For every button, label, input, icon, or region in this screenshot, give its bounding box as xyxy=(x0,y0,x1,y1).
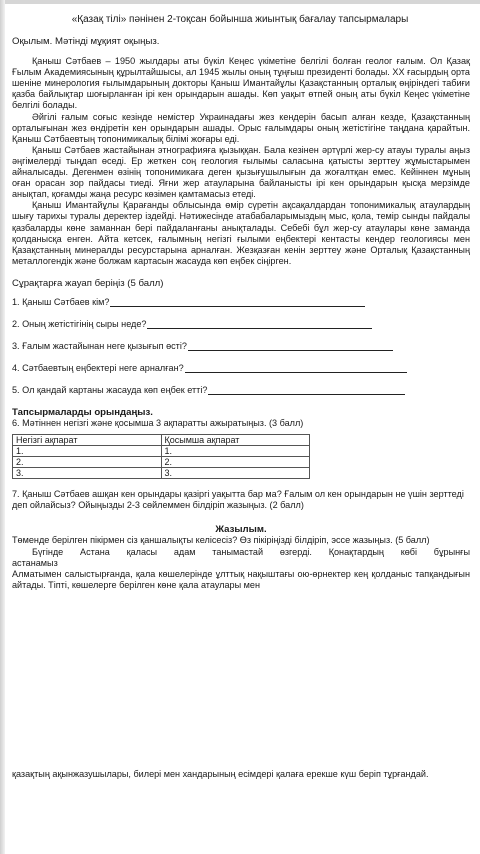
question-1 xyxy=(12,297,470,308)
tasks-heading: Тапсырмаларды орындаңыз. xyxy=(12,406,153,418)
table-cell[interactable]: 3. xyxy=(161,468,310,479)
questions-title: Сұрақтарға жауап беріңіз (5 балл) xyxy=(12,277,164,289)
table-cell[interactable]: 2. xyxy=(13,457,162,468)
question-text: 1. Қаныш Сәтбаев кім? xyxy=(12,296,110,307)
answer-line[interactable] xyxy=(185,363,407,373)
worksheet-content xyxy=(12,36,470,591)
answer-line[interactable] xyxy=(110,297,365,307)
question-4 xyxy=(12,363,470,374)
essay-prompt-rest: Алматымен салыстырғанда, қала көшелерінде ұлттық нақыштағы ою-өрнектер кең қолданыс тапқандығын айтады. Тіпті, көшелерге берілген көне қала атаулары мен xyxy=(12,568,470,590)
table-cell[interactable]: 3. xyxy=(13,468,162,479)
task-7: 7. Қаныш Сәтбаев ашқан кен орындары қазіргі уақытта бар ма? Ғалым ол кен орындарын не үшін зерттеді деп ойлайсыз? Ойыңызды 2-3 сөйлеммен білдіріп жазыңыз. (2 балл) xyxy=(12,489,464,511)
info-table xyxy=(12,434,310,479)
question-5 xyxy=(12,385,470,396)
answer-line[interactable] xyxy=(208,385,405,395)
question-2 xyxy=(12,319,470,330)
question-text: 4. Сәтбаевтың еңбектері неге арналған? xyxy=(12,362,184,373)
worksheet-header: «Қазақ тілі» пәнінен 2-тоқсан бойынша жиынтық бағалау тапсырмалары xyxy=(71,14,409,25)
task-6: 6. Мәтіннен негізгі және қосымша 3 ақпаратты ажыратыңыз. (3 балл) xyxy=(12,418,304,429)
paragraph-2: Әйгілі ғалым соғыс кезінде немістер Украинадағы жез кендерін басып алған кезде, Қазақстанның орталығынан жез өндіретін кен орындарын ашады. Орыс ғалымдары оның жетістігіне таңдана қарайтын. Қаныш Сәтбаевтың топонимикалық білімі жоғары еді. xyxy=(12,111,470,144)
answer-line[interactable] xyxy=(147,319,372,329)
table-header-additional: Қосымша ақпарат xyxy=(161,435,310,446)
table-row xyxy=(13,468,310,479)
reading-title: Оқылым. Мәтінді мұқият оқыңыз. xyxy=(12,36,160,47)
table-cell[interactable]: 1. xyxy=(13,446,162,457)
question-3 xyxy=(12,341,470,352)
scan-top-edge xyxy=(0,0,480,4)
writing-heading: Жазылым. xyxy=(215,524,267,536)
question-text: 5. Ол қандай картаны жасауда көп еңбек етті? xyxy=(12,384,208,395)
essay-prompt-continued: қазақтың ақынжазушылары, билері мен хандарының есімдері қалаға ерекше күш беріп тұрғандай. xyxy=(12,769,429,779)
scan-left-edge xyxy=(0,0,5,854)
essay-prompt-line-1: Бүгінде Астана қаласы адам танымастай өзгерді. Қонақтардың көбі бұрынғы xyxy=(32,546,470,557)
table-row xyxy=(13,446,310,457)
table-header-main: Негізгі ақпарат xyxy=(13,435,162,446)
essay-prompt-line-2: астанамыз xyxy=(12,557,58,568)
question-text: 3. Ғалым жастайынан неге қызығып өсті? xyxy=(12,340,187,351)
writing-section xyxy=(12,535,470,590)
paragraph-1: Қаныш Сәтбаев – 1950 жылдары аты бүкіл Кеңес үкіметіне белгілі болған геолог ғалым. Ол Қазақ Ғылым Академиясының құрылтайшысы, ал 1945 жылы оның тұңғыш президенті болады. ХХ ғасырдың орта шеніне минерология ғылымдарының докторы Қаныш Имантайұлы Қазақстанның орталық өңіріндегі табиғи қазба байлықтар шоғырланған ірі кен орындарын ашады. Көп уақыт өтпей оның аты бүкіл Кеңес үкіметіне белгілі болады. xyxy=(12,56,470,111)
table-header-row xyxy=(13,435,310,446)
paragraph-4: Қаныш Имантайұлы Қарағанды облысында өмір сүретін ақсақалдардан топонимикалық атаулардың шығу тарихы туралы деректер іздейді. Нәтижесінде атабабаларымыздың мыс, қола, темір сынды пайдалы қазбаларды көне заманнан бері пайдаланғаны анықталады. Себебі бұл жер-су атаулары көне заманда қолданысқа енген. Айта кетсек, ғалымның негізгі ғылыми еңбектері кентасты кендер геологиясы мен Қазақстанның минералды ресурстарына арналған. Жезқазған кенін зерттеу және Орталық Қазақстанның металлогендік және болжам картасын жасауда көп еңбек сіңірген. xyxy=(12,200,470,266)
table-cell[interactable]: 2. xyxy=(161,457,310,468)
paragraph-3: Қаныш Сәтбаев жастайынан этнографияға қызыққан. Бала кезінен әртүрлі жер-су атауы туралы аңыз әңгімелерді тыңдап өседі. Ер жеткен соң геология ғылымы саласына қатысты зерттеу жұмыстарымен айналысады. Дегенмен өзінің топонимикаға деген қызығушылығын да жоғалтқан емес. Кейіннен мұның оған орасан зор пайдасы тиеді. Яғни жер атауларына байланысты ірі кен орындарын қысқа мерзімде анықтап, қоғамды жаңа ресурс көзімен қамтамасыз етеді. xyxy=(12,144,470,200)
table-cell[interactable]: 1. xyxy=(161,446,310,457)
question-text: 2. Оның жетістігінің сыры неде? xyxy=(12,318,147,329)
table-row xyxy=(13,457,310,468)
answer-line[interactable] xyxy=(188,341,393,351)
writing-task: Төменде берілген пікірмен сіз қаншалықты келісесіз? Өз пікіріңізді білдіріп, эссе жазыңыз. (5 балл) xyxy=(12,535,430,546)
